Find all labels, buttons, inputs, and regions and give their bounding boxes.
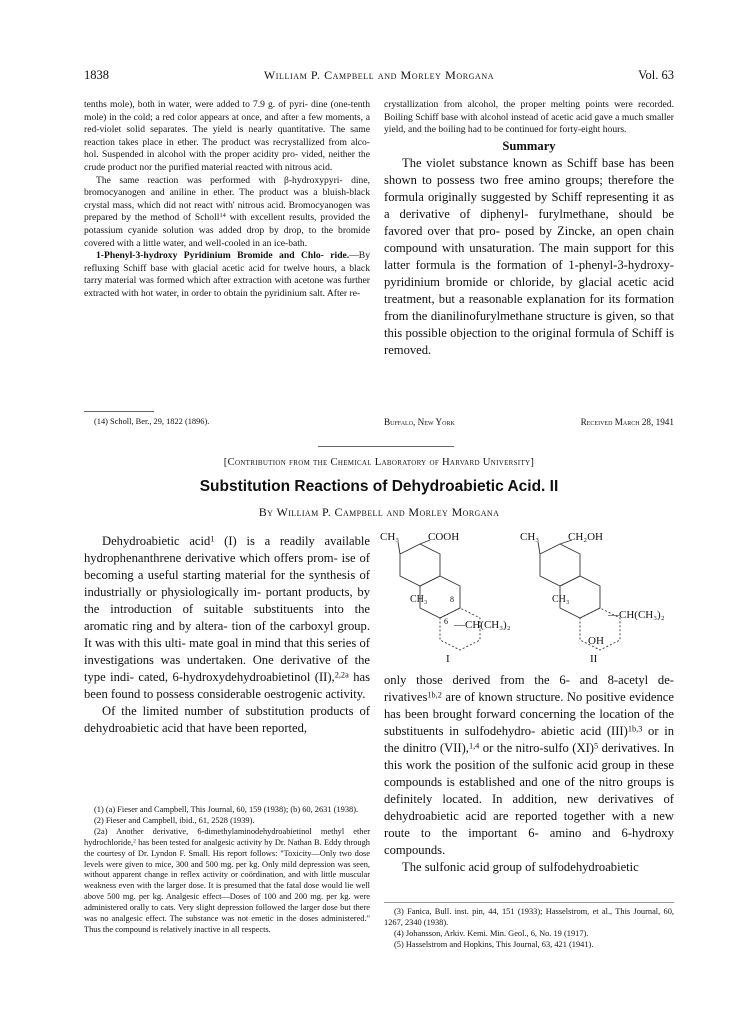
article-divider — [318, 446, 454, 447]
run-in-heading: 1-Phenyl-3-hydroxy Pyridinium Bromide and Chlo- ride. — [96, 250, 350, 262]
structure-II-ch2oh: CH₂OH — [568, 531, 604, 543]
footnote-2: (2) Fieser and Campbell, ibid., 61, 2528 (1939). — [94, 815, 255, 825]
footnote-2a — [84, 827, 370, 936]
text-run: (I) is a readily available hydrophenanthrene derivative which offers prom- ise of becoming a useful starting material for the synthesis of industrially or physiologically im- portant products, by the introduction of suitable substituents into the aromatic ring and by altera- tion of the carboxyl group. It was with this ulti- mate goal in mind that this series of investigations was undertaken. One derivative of the type indi- cated, 6-hydroxydehydroabietinol (II), — [84, 534, 370, 684]
footnote-5: (5) Hasselstrom and Hopkins, This Journal, 63, 421 (1941). — [394, 939, 594, 949]
structure-I-cooh: COOH — [428, 531, 460, 543]
text-run: The same reaction was performed with β-hydroxypyri- dine, bromocyanogen and aniline in ether. The product was a bluish-black crystal mass, which did not react with' nitrous acid. Bromocyanogen was prepared by the method of Scholl — [84, 174, 370, 224]
page-number: 1838 — [84, 68, 109, 82]
bottom-left-footnotes — [84, 805, 370, 936]
ring-a — [540, 544, 580, 586]
running-title: William P. Campbell and Morley Morgana — [263, 68, 495, 82]
summary-heading: Summary — [502, 138, 556, 153]
text-run: —By refluxing Schiff base with glacial acetic acid for twelve hours, a black tarry material was formed which after extraction with acetone was further extracted with hot water, in order to obtain the pyridinium salt. After re- — [84, 250, 370, 299]
bottom-right-footnotes — [384, 907, 674, 951]
structure-I-ch3-top: CH₃ — [380, 531, 400, 543]
volume-label: Vol. 63 — [638, 68, 674, 82]
paragraph — [84, 175, 370, 251]
footnote-ref: 2 — [133, 838, 136, 845]
footnote-ref: 14 — [219, 212, 226, 220]
text-run: has been found to possess considerable oestrogenic activity. — [84, 670, 371, 701]
footnote-4: (4) Johansson, Arkiv. Kemi. Min. Geol., 6, No. 19 (1917). — [394, 928, 589, 938]
footnote-14 — [94, 417, 370, 428]
text-run: or in the dinitro (VII), — [384, 724, 675, 755]
footnote-text: (14) Scholl, Ber., 29, 1822 (1896). — [94, 417, 210, 426]
paragraph — [84, 250, 370, 300]
methyl-bond — [398, 542, 400, 554]
text-run: are of known structure. No positive evidence has been brought forward concerning the location of the substituents in sulfodehydro- abietic acid (III) — [384, 690, 674, 738]
top-right-column — [384, 99, 674, 359]
structure-I-pos6: 6 — [444, 617, 448, 626]
paragraph: tenths mole), both in water, were added to 7.9 g. of pyri- dine (one-tenth mole) in the cold; a red color appears at once, and after a few moments, a red-violet solid separates. The yield is nearly quantitative. The same reaction takes place in ether. The product was recrystallized from alco- hol. Suspended in alcohol with the proper acidity pro- vided, neither the crude product nor the purified material reacted with nitrous acid. — [84, 99, 370, 173]
structure-II-ch3-top: CH₃ — [520, 531, 540, 543]
text-run: with excellent results, provided the potassium cyanide solution was added drop by drop, to the bromide covered with a little water, and well-cooled in an ice-bath. — [84, 212, 370, 249]
text-run: only those derived from the 6- and 8-acetyl de- rivatives — [384, 673, 674, 704]
structure-II-isopropyl: —CH(CH₃)₂ — [608, 609, 665, 621]
paragraph: Of the limited number of substitution products of dehydroabietic acid that have been reported, — [84, 704, 370, 735]
text-run: has been tested for analgesic activity by Dr. Nathan B. Eddy through the courtesy of Dr. Lyndon F. Small. His report follows: "Toxicity—Only two dose levels were given to mice, 300 and 500 mg. per kg. Only mild depression was seen, without apparent change in reflex activity or coördination, and with little muscular weakness even with the larger dose. It is presumed that the fatal dose would lie well above 500 mg. per kg. Analgesic effect—Doses of 100 and 200 mg. per kg. were administered orally to cats. Very slight depression followed the larger dose but there was no analgesic effect. The substance was not emetic in the doses administered." Thus the compound is relatively inactive in all respects. — [84, 837, 370, 934]
footnote-ref: 1 — [210, 534, 215, 544]
structure-I-ch3-mid: CH₃ — [410, 594, 428, 605]
structure-II-oh: OH — [588, 635, 604, 647]
paragraph — [84, 533, 370, 703]
footnote-rule — [84, 411, 154, 412]
footnote-ref: 1,4 — [468, 741, 480, 751]
text-run: Dehydroabietic acid — [102, 534, 211, 548]
footnote-ref: 5 — [593, 741, 599, 751]
summary-paragraph: The violet substance known as Schiff base has been shown to possess two free amino groups; therefore the formula originally suggested by Schiff representing it as a derivative of diphenyl- furylmethane, should be favored over that pro- posed by Zincke, an open chain compound with unsaturation. The main support for this latter formula is the formation of 1-phenyl-3-hydroxy- pyridinium bromide or chloride, by glacial acetic acid treatment, but a reasonable explanation for its formation from the dianilinofurylmethane structure is given, so that this possible objection to the original formula of Schiff is removed. — [384, 155, 674, 357]
received-date: Received March 28, 1941 — [580, 417, 674, 427]
text-run: derivatives. In this work the position of the sulfonic acid group in these compounds is established and one of the nitro groups is definitely located. In addition, new derivatives of dehydroabietic acid are reported together with a new route to the important 6- amino and 6-hydroxy compounds. — [384, 741, 674, 857]
footnote-ref: 2,2a — [334, 670, 349, 680]
paragraph: crystallization from alcohol, the proper melting points were recorded. Boiling Schiff base with alcohol instead of acetic acid gave a much smaller yield, and the boiling had to be continued for forty-eight hours. — [384, 99, 674, 136]
structure-II-ch3-mid: CH₃ — [552, 594, 570, 605]
paragraph — [384, 672, 674, 859]
article-title: Substitution Reactions of Dehydroabietic Acid. II — [199, 478, 559, 495]
footnote-1: (1) (a) Fieser and Campbell, This Journal, 60, 159 (1938); (b) 60, 2631 (1938). — [94, 805, 359, 814]
bottom-right-column — [384, 672, 674, 876]
text-run: or the nitro-sulfo (XI) — [479, 741, 594, 755]
top-left-column — [84, 99, 370, 301]
footnote-3: (3) Fanica, Bull. inst. pin, 44, 151 (1933); Hasselstrom, et al., This Journal, 60, 1267, 2340 (1938). — [384, 907, 674, 927]
running-header — [84, 68, 674, 86]
structure-I-isopropyl: —CH(CH₃)₂ — [454, 619, 511, 631]
structure-II — [538, 540, 620, 650]
footnote-rule — [384, 902, 674, 903]
chemical-structures-figure — [380, 531, 680, 665]
bottom-left-column — [84, 533, 370, 737]
structure-I-label: I — [446, 653, 450, 665]
methyl-bond — [538, 542, 540, 554]
footnote-ref: 1b,2 — [427, 690, 442, 700]
author-line: By William P. Campbell and Morley Morgana — [258, 505, 500, 519]
paragraph: The sulfonic acid group of sulfodehydroabietic — [402, 860, 639, 874]
contribution-line: [Contribution from the Chemical Laboratory of Harvard University] — [223, 457, 535, 468]
structure-II-label: II — [590, 653, 598, 665]
ring-a — [400, 544, 440, 586]
text-run: (2a) Another derivative, 6-dimethylaminodehydroabietinol methyl ether hydrochloride, — [84, 826, 370, 847]
footnote-ref: 1b,3 — [627, 724, 643, 734]
structure-I-pos8: 8 — [450, 595, 454, 604]
location-signature: Buffalo, New York — [384, 417, 455, 427]
